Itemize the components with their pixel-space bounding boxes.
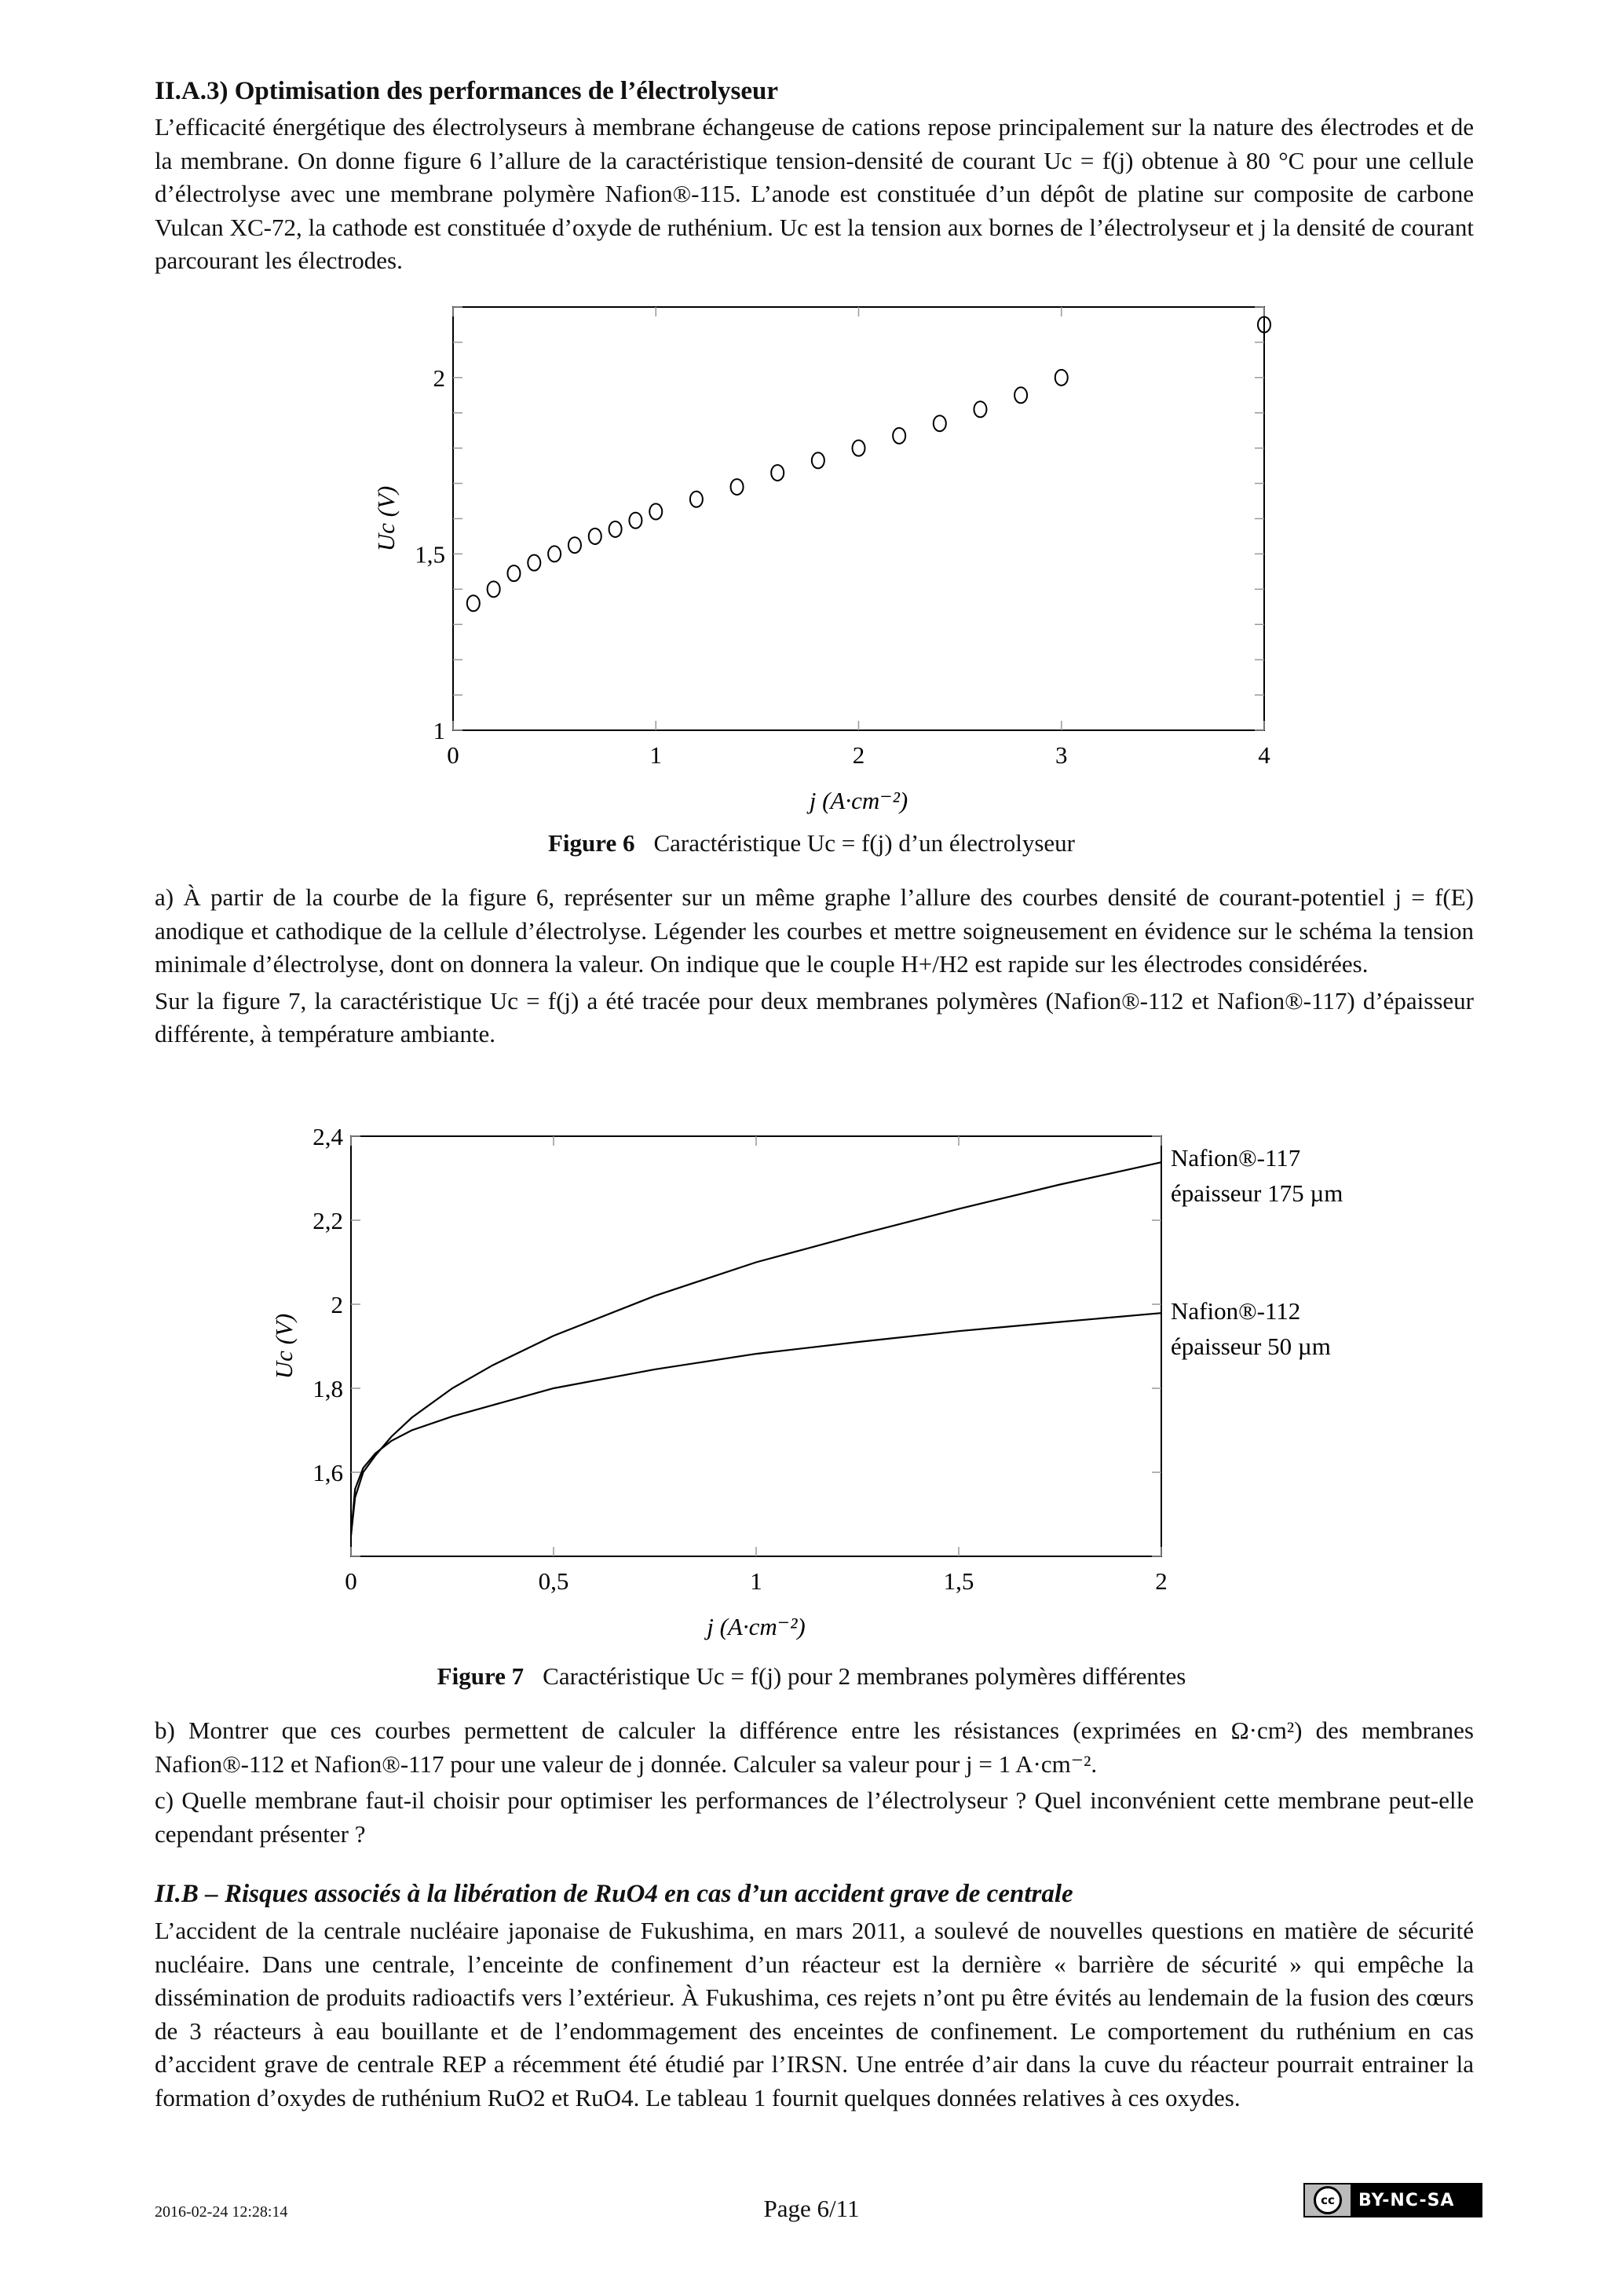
y-tick-label: 2	[331, 1291, 343, 1318]
section-b-text: L’accident de la centrale nucléaire japonaise de Fukushima, en mars 2011, a soulevé de nouvelles questions en matière de sécurité nucléaire. Dans une centrale, l’enceinte de confinement d’un réacteur est la dernière « barrière de sécurité » qui empêche la dissémination de produits radioactifs vers l’extérieur. À Fukushima, ces rejets n’ont pu être évités au lendemain de la fusion des cœurs de 3 réacteurs à eau bouillante et de l’endommagement des enceintes de confinement. Le comportement du ruthénium en cas d’accident grave de centrale REP a récemment été étudié par l’IRSN. Une entrée d’air dans la cuve du réacteur pourrait entrainer la formation d’oxydes de ruthénium RuO2 et RuO4. Le tableau 1 fournit quelques données relatives à ces oxydes.	[155, 1917, 1474, 2111]
data-point-marker	[548, 546, 561, 561]
data-point-marker	[629, 513, 642, 528]
x-axis-label: j (A·cm⁻²)	[809, 787, 908, 814]
question-b: b) Montrer que ces courbes permettent de calculer la différence entre les résistances (exprimées en Ω·cm²) des membranes Nafion®-112 et Nafion®-117 pour une valeur de j donnée. Calculer sa valeur pour j = 1 A·cm⁻².	[155, 1717, 1474, 1778]
y-tick-label: 1,6	[313, 1459, 343, 1486]
figure-7-label: Figure 7	[437, 1662, 525, 1690]
x-tick-label: 0	[345, 1567, 357, 1595]
x-axis-label: j (A·cm⁻²)	[707, 1613, 806, 1640]
intro-text: L’efficacité énergétique des électrolyseurs à membrane échangeuse de cations repose principalement sur la nature des électrodes et de la membrane. On donne figure 6 l’allure de la caractéristique tension-densité de courant Uc = f(j) obtenue à 80 °C pour une cellule d’électrolyse avec une membrane polymère Nafion®-115. L’anode est constituée d’un dépôt de platine sur composite de carbone Vulcan XC-72, la cathode est constituée d’oxyde de ruthénium. Uc est la tension aux bornes de l’électrolyseur et j la densité de courant parcourant les électrodes.	[155, 113, 1474, 274]
data-point-marker	[690, 492, 703, 507]
data-point-marker	[934, 415, 946, 431]
data-point-marker	[893, 428, 905, 444]
footer-page-number: Page 6/11	[763, 2195, 860, 2222]
y-tick-label: 1	[433, 717, 445, 744]
question-a-block	[155, 881, 1474, 1051]
figure-7-chart	[236, 1107, 1413, 1641]
y-axis-label: Uc (V)	[372, 485, 400, 552]
creative-commons-icon: cc	[1305, 2184, 1351, 2216]
intro-paragraph	[155, 111, 1474, 278]
figure-6-label: Figure 6	[547, 829, 635, 857]
x-tick-label: 4	[1258, 741, 1270, 769]
data-point-marker	[528, 555, 540, 571]
figure-6-caption-text: Caractéristique Uc = f(j) d’un électrolyseur	[653, 829, 1075, 857]
y-tick-label: 1,5	[415, 540, 445, 569]
license-badge	[1303, 2183, 1482, 2217]
plot-frame	[351, 1136, 1161, 1556]
figure-7-caption-text: Caractéristique Uc = f(j) pour 2 membranes polymères différentes	[543, 1662, 1186, 1690]
data-point-marker	[1014, 387, 1027, 403]
curve-nafion-112	[351, 1313, 1161, 1535]
curve-nafion-117	[351, 1162, 1161, 1535]
questions-b-c-block	[155, 1714, 1474, 1851]
data-point-marker	[974, 401, 986, 417]
data-point-marker	[853, 441, 865, 456]
series-thickness-label: épaisseur 50 µm	[1171, 1333, 1331, 1360]
plot-frame	[453, 307, 1264, 730]
y-axis-label: Uc (V)	[270, 1313, 298, 1380]
x-tick-label: 2	[852, 741, 865, 769]
data-point-marker	[609, 521, 622, 537]
x-tick-label: 0	[447, 741, 459, 769]
data-point-marker	[507, 565, 520, 581]
question-c: c) Quelle membrane faut-il choisir pour optimiser les performances de l’électrolyseur ? Quel inconvénient cette membrane peut-elle cependant présenter ?	[155, 1786, 1474, 1848]
figure-6-chart	[330, 298, 1319, 817]
x-tick-label: 2	[1155, 1567, 1168, 1595]
license-label: BY-NC-SA	[1358, 2190, 1455, 2210]
data-point-marker	[488, 581, 500, 597]
series-thickness-label: épaisseur 175 µm	[1171, 1179, 1343, 1207]
question-a: a) À partir de la courbe de la figure 6, représenter sur un même graphe l’allure des courbes densité de courant-potentiel j = f(E) anodique et cathodique de la cellule d’électrolyse. Légender les courbes et mettre soigneusement en évidence sur le schéma la tension minimale d’électrolyse, dont on donnera la valeur. On indique que le couple H+/H2 est rapide sur les électrodes considérées.	[155, 883, 1474, 978]
figure-6-caption	[0, 829, 1623, 857]
section-heading-ii-a-3: II.A.3) Optimisation des performances de l’électrolyseur	[155, 77, 779, 105]
x-tick-label: 1	[649, 741, 662, 769]
data-point-marker	[771, 465, 784, 481]
y-tick-label: 1,8	[313, 1375, 343, 1402]
data-point-marker	[589, 528, 601, 544]
x-tick-label: 1,5	[943, 1567, 974, 1595]
data-point-marker	[467, 595, 480, 611]
series-label: Nafion®-117	[1171, 1144, 1301, 1172]
x-tick-label: 0,5	[538, 1567, 569, 1595]
y-tick-label: 2,2	[313, 1207, 343, 1234]
data-point-marker	[1055, 370, 1068, 386]
footer-timestamp: 2016-02-24 12:28:14	[155, 2203, 288, 2221]
y-tick-label: 2	[433, 364, 445, 392]
section-b-paragraph	[155, 1914, 1474, 2115]
data-point-marker	[731, 479, 744, 495]
data-point-marker	[812, 452, 824, 468]
series-label: Nafion®-112	[1171, 1297, 1301, 1325]
figure-7-caption	[0, 1662, 1623, 1691]
y-tick-label: 2,4	[313, 1123, 343, 1150]
data-point-marker	[568, 537, 581, 553]
figure-7-intro: Sur la figure 7, la caractéristique Uc = f(j) a été tracée pour deux membranes polymères (Nafion®-112 et Nafion®-117) d’épaisseur différente, à température ambiante.	[155, 986, 1474, 1047]
x-tick-label: 1	[750, 1567, 762, 1595]
section-heading-ii-b: II.B – Risques associés à la libération de RuO4 en cas d’un accident grave de centrale	[155, 1880, 1073, 1908]
x-tick-label: 3	[1055, 741, 1068, 769]
data-point-marker	[649, 504, 662, 520]
